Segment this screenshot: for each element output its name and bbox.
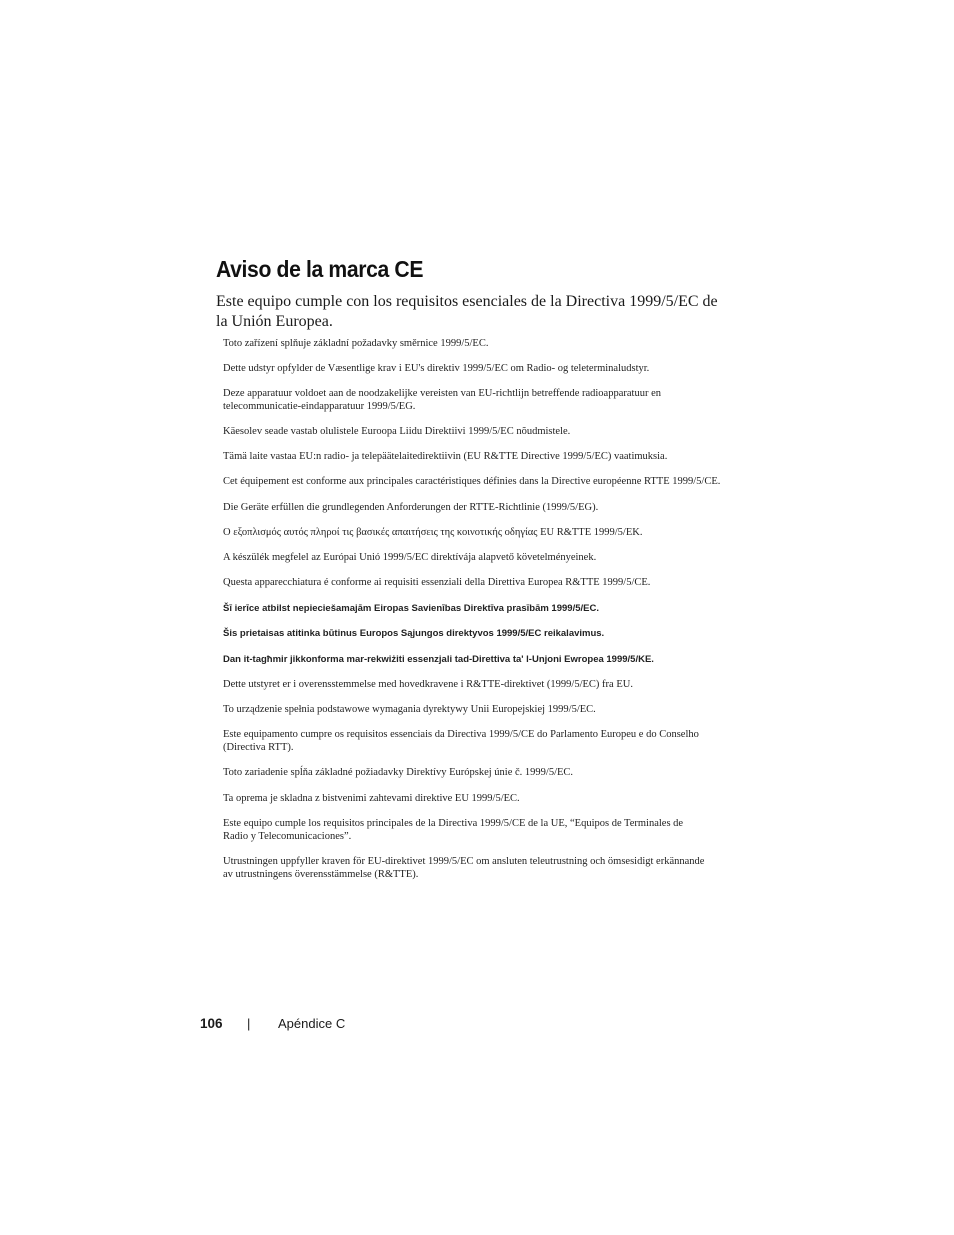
statement-french: Cet équipement est conforme aux principales caractéristiques définies dans la Directive européenne RTTE 1999/5/CE. (223, 476, 721, 487)
page-title: Aviso de la marca CE (216, 256, 424, 282)
statement-swedish: Utrustningen uppfyller kraven för EU-direktivet 1999/5/EC om ansluten teleutrustning och ömsesidigt erkännande av utrustningens överensstämmelse (R&TTE). (223, 856, 705, 880)
statement-portuguese: Este equipamento cumpre os requisitos essenciais da Directiva 1999/5/CE do Parlamento Europeu e do Conselho (Directiva RTT). (223, 729, 699, 753)
statement-danish: Dette udstyr opfylder de Væsentlige krav i EU's direktiv 1999/5/EC om Radio- og teleterminaludstyr. (223, 363, 650, 374)
footer-separator: | (247, 1016, 251, 1031)
statement-polish: To urządzenie spełnia podstawowe wymagania dyrektywy Unii Europejskiej 1999/5/EC. (223, 704, 596, 715)
page-number: 106 (200, 1016, 223, 1031)
intro-paragraph: Este equipo cumple con los requisitos esenciales de la Directiva 1999/5/EC de la Unión Europea. (216, 293, 718, 330)
statement-finnish: Tämä laite vastaa EU:n radio- ja telepäätelaitedirektiivin (EU R&TTE Directive 1999/5/EC) vaatimuksia. (223, 451, 668, 462)
statement-spanish: Este equipo cumple los requisitos principales de la Directiva 1999/5/CE de la UE, “Equipos de Terminales de Radio y Telecomunicaciones”. (223, 818, 684, 842)
statement-slovak: Toto zariadenie spĺňa základné požiadavky Direktívy Európskej únie č. 1999/5/EC. (223, 767, 574, 778)
statement-estonian: Käesolev seade vastab olulistele Euroopa Liidu Direktiivi 1999/5/EC nõudmistele. (223, 426, 571, 437)
statement-greek: Ο εξοπλισμός αυτός πληροί τις βασικές απαιτήσεις της κοινοτικής οδηγίας EU R&TTE 1999/5/ΕΚ. (223, 527, 643, 538)
statement-czech: Toto zařízení splňuje základní požadavky směrnice 1999/5/EC. (223, 338, 489, 349)
statement-slovenian: Ta oprema je skladna z bistvenimi zahtevami direktive EU 1999/5/EC. (223, 793, 520, 804)
statement-latvian: Šī ierīce atbilst nepieciešamajām Eiropas Savienības Direktīva prasībām 1999/5/EC. (223, 603, 599, 614)
statement-hungarian: A készülék megfelel az Európai Unió 1999/5/EC direktívája alapvető követelményeinek. (223, 552, 597, 563)
statement-maltese: Dan it-tagħmir jikkonforma mar-rekwiżiti essenzjali tad-Direttiva ta' l-Unjoni Ewropea 1999/5/KE. (223, 654, 654, 665)
statement-norwegian: Dette utstyret er i overensstemmelse med hovedkravene i R&TTE-direktivet (1999/5/EC) fra EU. (223, 679, 633, 690)
statement-dutch: Deze apparatuur voldoet aan de noodzakelijke vereisten van EU-richtlijn betreffende radioapparatuur en telecommunicatie-eindapparatuur 1999/5/EG. (223, 388, 661, 412)
statement-lithuanian: Šis prietaisas atitinka būtinus Europos Sąjungos direktyvos 1999/5/EC reikalavimus. (223, 628, 605, 639)
statement-german: Die Geräte erfüllen die grundlegenden Anforderungen der RTTE-Richtlinie (1999/5/EG). (223, 502, 599, 513)
statement-italian: Questa apparecchiatura é conforme ai requisiti essenziali della Direttiva Europea R&TTE 1999/5/CE. (223, 577, 651, 588)
footer-section-name: Apéndice C (278, 1016, 346, 1031)
